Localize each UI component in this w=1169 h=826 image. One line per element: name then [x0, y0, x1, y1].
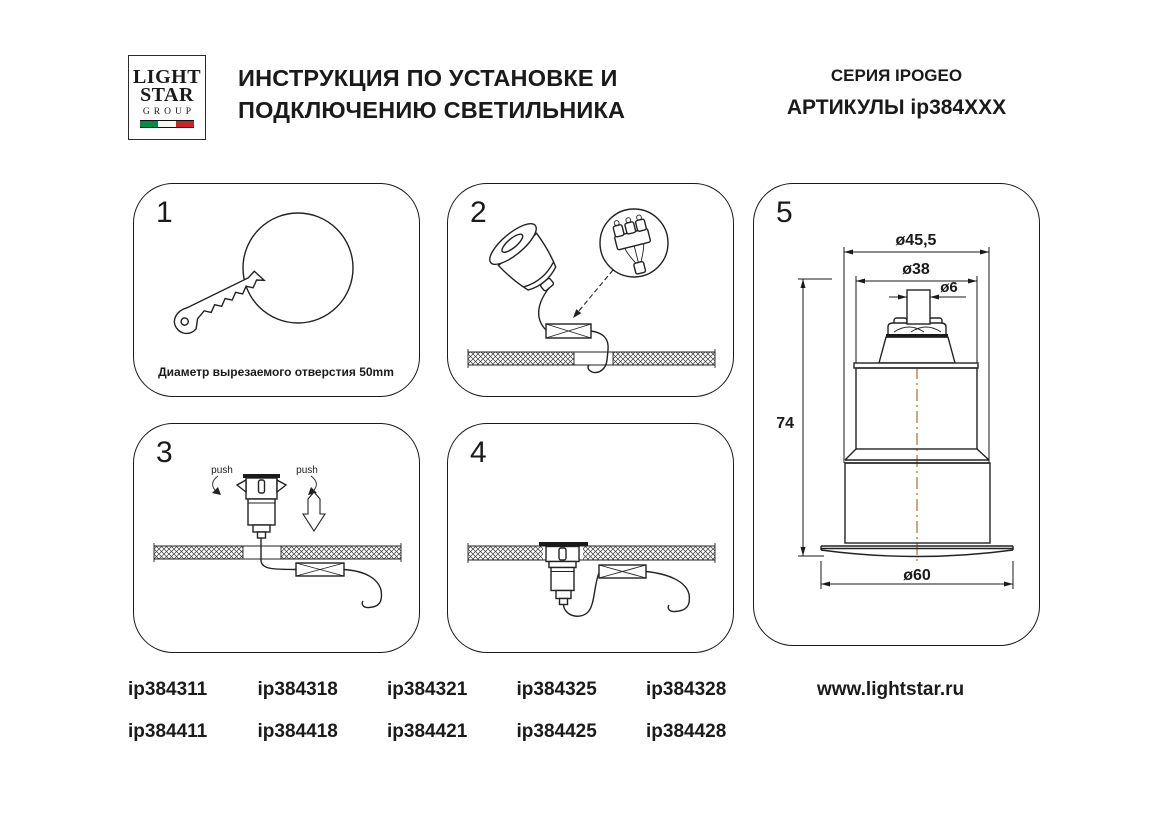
step5-number: 5: [776, 196, 793, 229]
step1-number: 1: [156, 196, 173, 229]
dim-d6-label: ø6: [940, 279, 958, 296]
step1-diagram-cut-hole: [134, 184, 418, 395]
article-code: ip384411: [128, 721, 208, 742]
junction-box-icon: [296, 563, 344, 576]
article-code: ip384425: [516, 721, 597, 742]
dim-d38-label: ø38: [902, 261, 930, 278]
title-line-2: ПОДКЛЮЧЕНИЮ СВЕТИЛЬНИКА: [238, 97, 626, 123]
step3-number: 3: [156, 436, 173, 469]
insert-direction-arrow: [303, 492, 325, 531]
step1-panel: [133, 183, 420, 397]
series-block: [781, 66, 1012, 120]
step4-number: 4: [470, 436, 487, 469]
step2-panel: [447, 183, 734, 397]
step3-diagram-insert: [134, 424, 418, 651]
step2-diagram-wiring: [448, 184, 732, 395]
push-label-right: push: [296, 465, 318, 476]
luminaire-icon: [237, 474, 286, 538]
website-url: www.lightstar.ru: [817, 679, 965, 700]
article-code: ip384325: [516, 679, 597, 700]
terminal-block-icon: [611, 214, 658, 277]
articles-row-1: [128, 679, 776, 701]
logo-star: STAR: [140, 83, 194, 106]
article-code: ip384328: [646, 679, 727, 700]
handsaw-icon: [167, 269, 272, 337]
logo-light: LIGHT: [132, 65, 202, 88]
step5-dimension-drawing: [754, 184, 1038, 644]
article-code: ip384321: [387, 679, 468, 700]
pointer-arrow: [578, 270, 613, 312]
step5-panel: [753, 183, 1040, 646]
dim-d60-label: ø60: [903, 567, 931, 584]
luminaire-installed-icon: [539, 542, 588, 605]
luminaire-icon: [484, 217, 572, 306]
dim-d45-label: ø45,5: [895, 232, 937, 249]
title-line-1: ИНСТРУКЦИЯ ПО УСТАНОВКЕ И: [238, 65, 618, 91]
step2-number: 2: [470, 196, 487, 229]
dim-h74-label: 74: [776, 415, 794, 432]
step4-diagram-installed: [448, 424, 732, 651]
junction-box-icon: [599, 565, 646, 578]
step1-caption: Диаметр вырезаемого отверстия 50mm: [158, 365, 394, 379]
articles-title: АРТИКУЛЫ ip384XXX: [786, 96, 1007, 119]
article-code: ip384421: [387, 721, 468, 742]
article-code: ip384318: [257, 679, 338, 700]
step3-panel: [133, 423, 420, 653]
articles-row-2: [128, 721, 776, 743]
step4-panel: [447, 423, 734, 653]
logo-group: GROUP: [142, 106, 196, 117]
page-title: [238, 62, 625, 126]
article-code: ip384311: [128, 679, 208, 700]
article-code: ip384418: [257, 721, 338, 742]
series-name: СЕРИЯ IPOGEO: [830, 66, 963, 85]
junction-box-icon: [546, 324, 591, 338]
lightstar-logo: [128, 55, 206, 140]
push-label-left: push: [211, 465, 233, 476]
article-code: ip384428: [646, 721, 727, 742]
italian-flag-stripe: [140, 120, 194, 128]
